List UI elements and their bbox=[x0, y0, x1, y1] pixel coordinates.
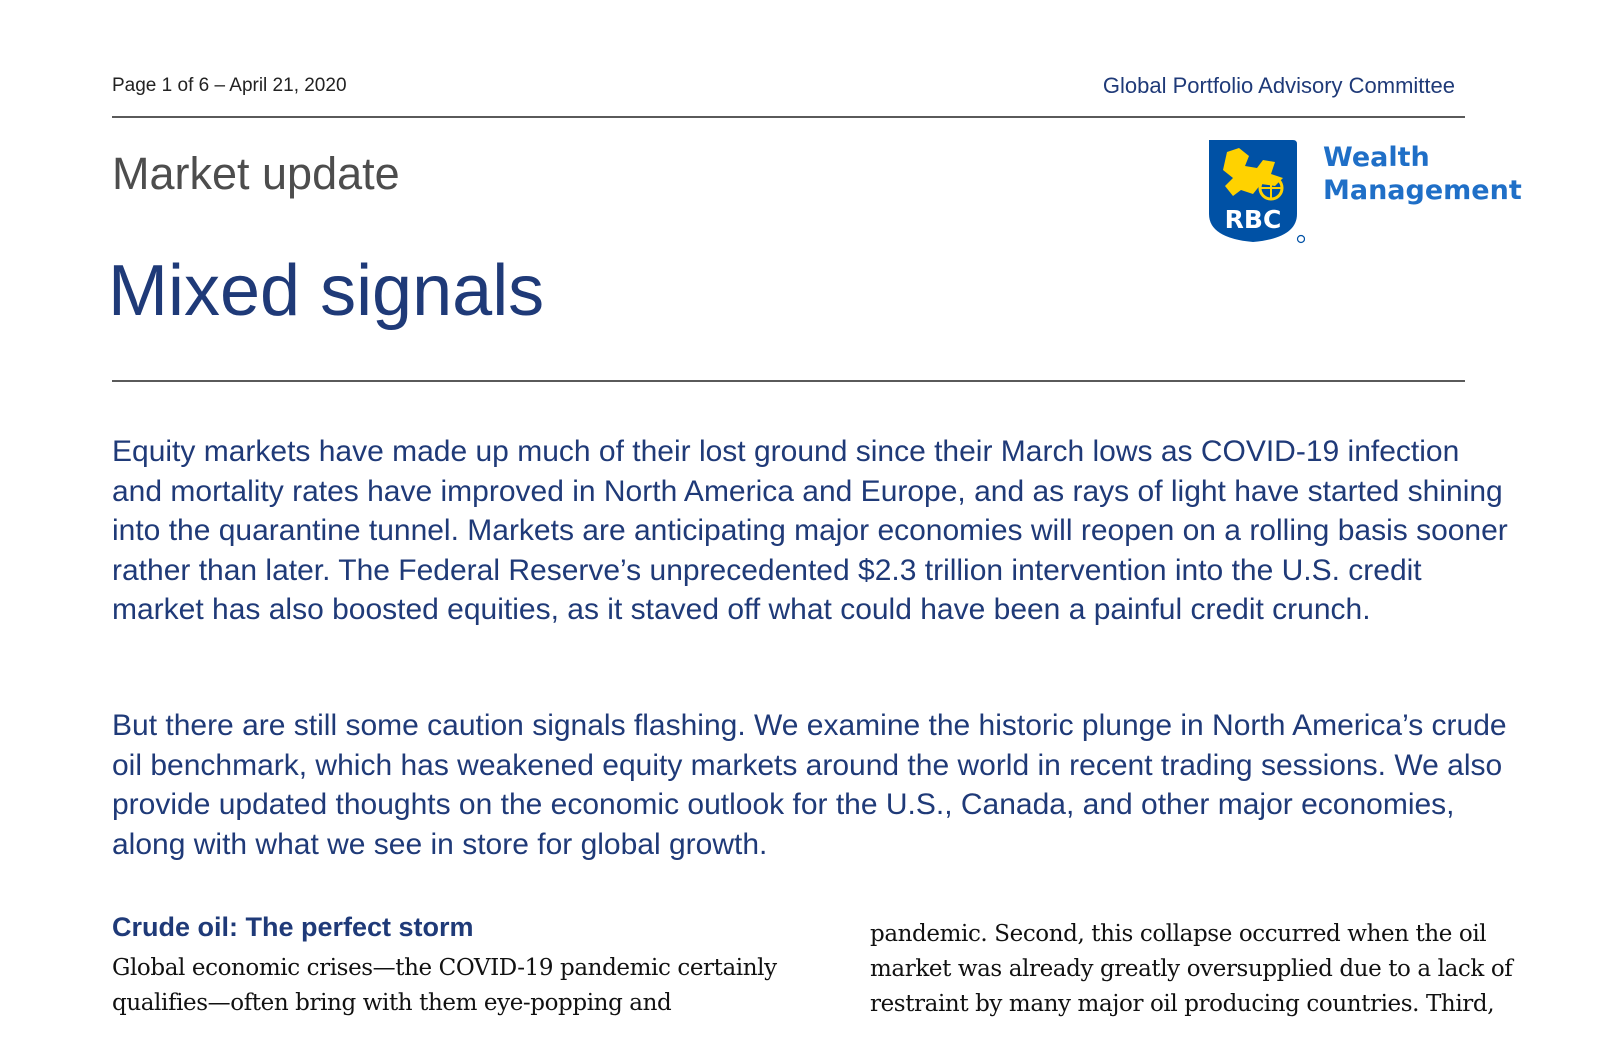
brand-name bbox=[1323, 141, 1522, 207]
lead-paragraph-1: Equity markets have made up much of their lost ground since their March lows as COVID-19 infection and mortality rates have improved in North America and Europe, and as rays of light have started shining into the quarantine tunnel. Markets are anticipating major economies will reopen on a rolling basis sooner rather than later. The Federal Reserve’s unprecedented $2.3 trillion intervention into the U.S. credit market has also boosted equities, as it staved off what could have been a painful credit crunch. bbox=[112, 435, 1508, 626]
brand-line-wealth: Wealth bbox=[1323, 142, 1430, 173]
section-heading: Crude oil: The perfect storm bbox=[112, 912, 474, 942]
rbc-shield-icon bbox=[1205, 138, 1305, 246]
brand-line-management: Management bbox=[1323, 175, 1522, 206]
left-column bbox=[112, 912, 812, 1021]
rbc-wealth-management-logo bbox=[1205, 138, 1522, 248]
divider bbox=[112, 380, 1465, 382]
committee-name: Global Portfolio Advisory Committee bbox=[1102, 73, 1455, 98]
page-header bbox=[112, 70, 1465, 118]
right-column-text: pandemic. Second, this collapse occurred when the oil market was already greatly oversupplied due to a lack of restraint by many major oil producing countries. Third, bbox=[870, 921, 1513, 1017]
document-type: Market update bbox=[112, 148, 400, 199]
logo-mark-text: RBC bbox=[1224, 205, 1282, 234]
right-column bbox=[870, 917, 1520, 1022]
left-column-text: Global economic crises—the COVID-19 pandemic certainly qualifies—often bring with them eye-popping and bbox=[112, 955, 777, 1016]
headline: Mixed signals bbox=[108, 251, 545, 331]
lead-paragraph-2: But there are still some caution signals flashing. We examine the historic plunge in North America’s crude oil benchmark, which has weakened equity markets around the world in recent trading sessions. We also provide updated thoughts on the economic outlook for the U.S., Canada, and other major economies, along with what we see in store for global growth. bbox=[112, 709, 1507, 861]
page-info: Page 1 of 6 – April 21, 2020 bbox=[112, 75, 347, 96]
